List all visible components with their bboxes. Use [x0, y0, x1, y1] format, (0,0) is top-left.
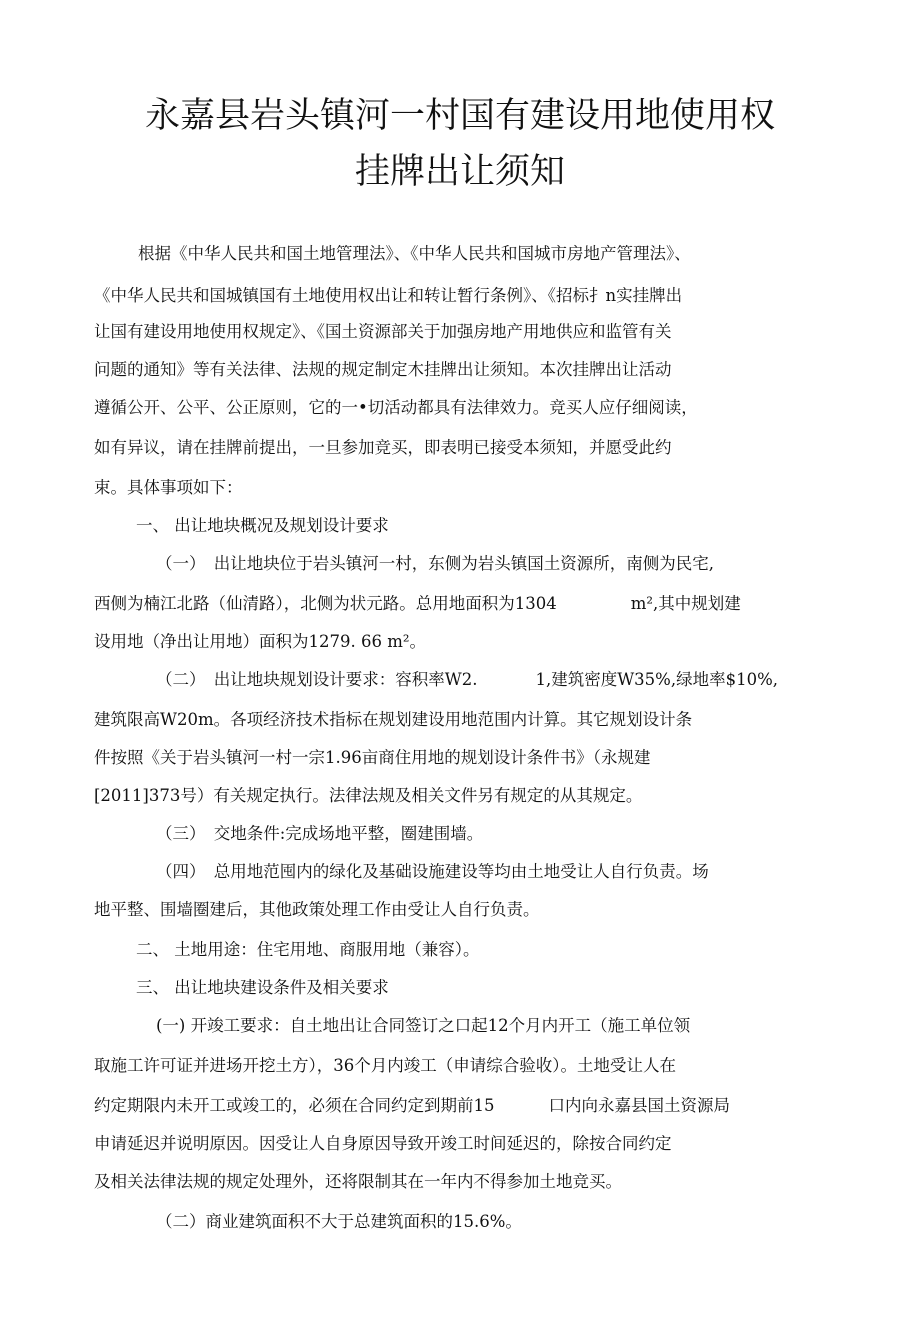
intro-line: 《中华人民共和国城镇国有土地使用权出让和转让暂行条例》、《招标扌n实挂牌出 — [94, 286, 683, 305]
section-1-item-1-line-part: m²,其中规划建 — [630, 594, 741, 613]
intro-line: 根据《中华人民共和国土地管理法》、《中华人民共和国城市房地产管理法》、 — [138, 244, 691, 263]
section-3-item-1-line — [94, 1096, 730, 1116]
section-1-item-2-line: 件按照《关于岩头镇河一村一宗1.96亩商住用地的规划设计条件书》（永规建 — [94, 748, 651, 767]
section-1-item-2-line: 建筑限高W20m。各项经济技术指标在规划建设用地范围内计算。其它规划设计条 — [94, 710, 693, 729]
section-3-item-1-line: 及相关法律法规的规定处理外，还将限制其在一年内不得参加土地竞买。 — [94, 1172, 622, 1191]
section-3-item-1-line: (一) 开竣工要求：自土地出让合同签订之口起12个月内开工（施工单位领 — [156, 1016, 691, 1035]
section-3-item-1-line-part: 口内向永嘉县国土资源局 — [548, 1096, 730, 1115]
page-title-line-2: 挂牌出让须知 — [354, 152, 565, 192]
page-title-line-1: 永嘉县岩头镇河一村国有建设用地使用权 — [144, 96, 775, 136]
intro-line: 遵循公开、公平、公正原则，它的一•切活动都具有法律效力。竞买人应仔细阅读， — [94, 398, 698, 417]
section-3-item-2: （二）商业建筑面积不大于总建筑面积的15.6%。 — [156, 1212, 522, 1231]
section-2-label: 二、 土地用途： — [136, 940, 257, 959]
section-1-heading: 一、 出让地块概况及规划设计要求 — [136, 516, 389, 535]
section-2 — [136, 940, 480, 960]
section-1-item-2-line-part: 1,建筑密度W35%,绿地率$10%, — [535, 670, 778, 689]
intro-line: 如有异议，请在挂牌前提出，一旦参加竞买，即表明已接受本须知，并愿受此约 — [94, 438, 672, 457]
section-1-item-4-line: （四） 总用地范囤内的绿化及基础设施建设等均由土地受让人自行负责。场 — [156, 862, 709, 881]
intro-line: 束。具体事项如下： — [94, 478, 243, 497]
section-1-item-1-line: 设用地（净出让用地）面积为1279. 66 m²。 — [94, 632, 426, 651]
section-1-item-2-line — [156, 670, 778, 690]
section-1-item-3: （三） 交地条件:完成场地平整，圈建围墙。 — [156, 824, 484, 843]
section-3-heading: 三、 出让地块建设条件及相关要求 — [136, 978, 389, 997]
intro-line: 问题的通知》等有关法律、法规的规定制定木挂牌出让须知。本次挂牌出让活动 — [94, 360, 672, 379]
section-3-item-1-line: 取施工许可证并进场开挖土方），36个月内竣工（申请综合验收）。土地受让人在 — [94, 1056, 676, 1075]
section-3-item-1-line-part: 约定期限内未开工或竣工的，必须在合同约定到期前15 — [94, 1096, 495, 1115]
section-2-text: 住宅用地、商服用地（兼容）。 — [256, 940, 480, 959]
section-3-item-1-line: 申请延迟并说明原因。因受让人自身原因导致开竣工时间延迟的，除按合同约定 — [94, 1134, 672, 1153]
section-1-item-1-line — [94, 594, 741, 614]
section-1-item-1-line-part: 西侧为楠江北路（仙清路），北侧为状元路。总用地面积为1304 — [94, 594, 557, 613]
section-1-item-2-line: [2011]373号）有关规定执行。法律法规及相关文件另有规定的从其规定。 — [94, 786, 643, 805]
intro-line: 让国有建设用地使用权规定》、《国土资源部关于加强房地产用地供应和监管有关 — [94, 322, 672, 341]
section-1-item-4-line: 地平整、围墙圈建后，其他政策处理工作由受让人自行负责。 — [94, 900, 540, 919]
section-1-item-2-line-part: （二） 出让地块规划设计要求：容积率W2. — [156, 670, 478, 689]
section-1-item-1-line: （一） 出让地块位于岩头镇河一村，东侧为岩头镇国土资源所，南侧为民宅, — [156, 554, 714, 573]
